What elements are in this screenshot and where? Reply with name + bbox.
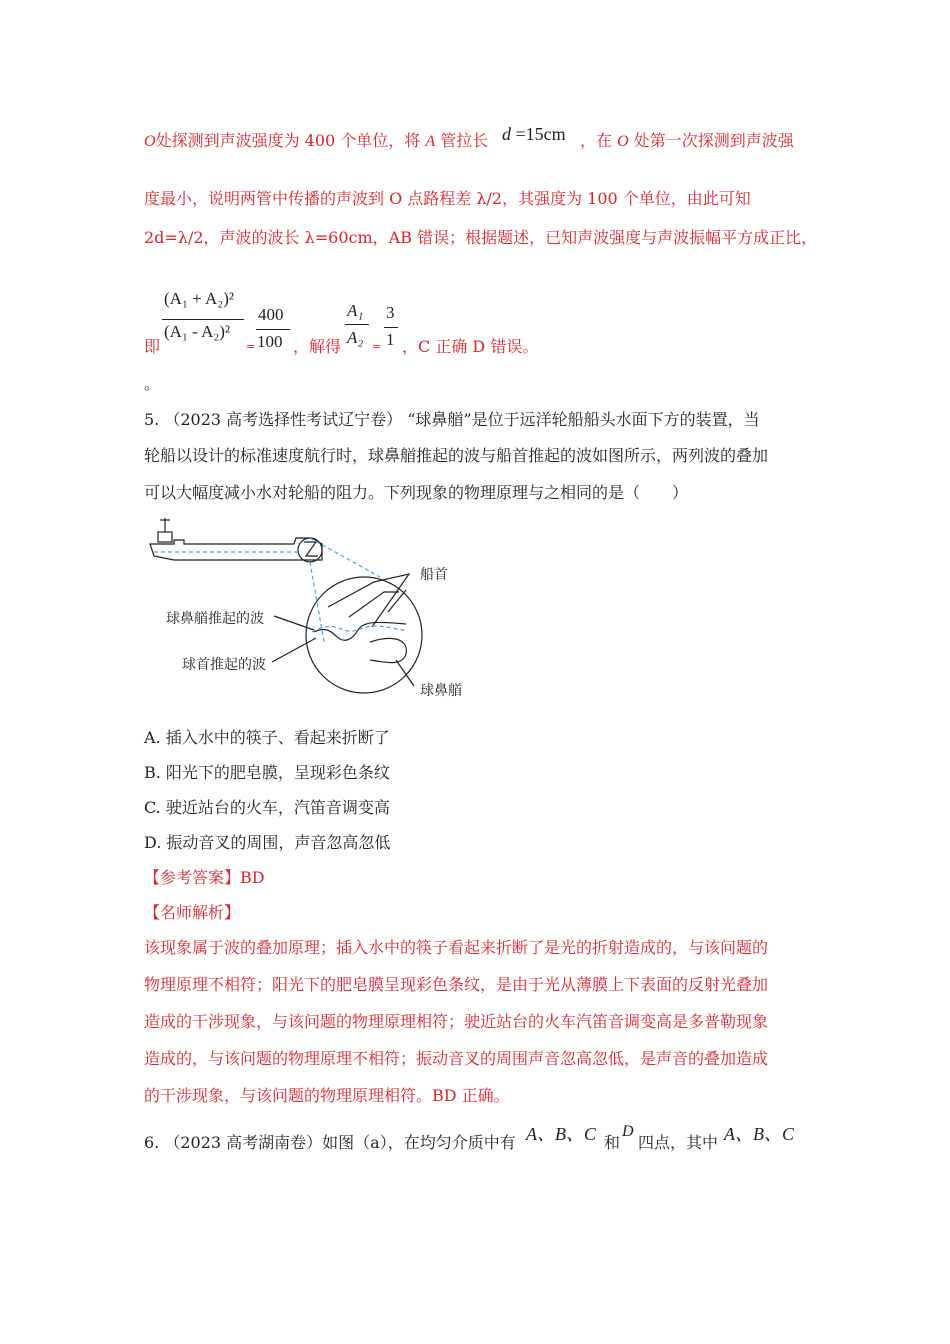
var-O: O	[617, 133, 629, 150]
answer: 【参考答案】BD	[144, 868, 265, 887]
q6-he: 和	[604, 1133, 621, 1152]
frac2-den: 100	[257, 332, 283, 351]
label-bulb: 球鼻艏	[420, 683, 462, 699]
eq-sign-1: =	[246, 340, 256, 353]
eq: =15cm	[511, 124, 566, 144]
q5-line-1: 5. （2023 高考选择性考试辽宁卷） “球鼻艏”是位于远洋轮船船头水面下方的装置，当	[144, 410, 760, 429]
analysis-text-3: 造成的干涉现象，与该问题的物理原理相符；驶近站台的火车汽笛音调变高是多普勒现象	[144, 1012, 769, 1031]
frac4-den: 1	[386, 330, 395, 349]
text: 管拉长	[435, 131, 489, 150]
frac3-bar	[345, 324, 369, 325]
frac4-bar	[384, 327, 398, 328]
frac2-bar	[256, 329, 290, 330]
analysis-line-1b	[580, 131, 794, 152]
bow-wave	[314, 622, 406, 640]
var-O: O	[144, 133, 156, 150]
formula-d	[502, 124, 566, 145]
eq-sign-2: =	[372, 340, 382, 353]
analysis-line-2: 度最小，说明两管中传播的声波到 O 点路程差 λ/2，其强度为 100 个单位，由此可知	[144, 189, 751, 208]
zoom-circle-large	[306, 577, 422, 693]
analysis-text-4: 造成的，与该问题的物理原理不相符；振动音叉的周围声音忽高忽低，是声音的叠加造成	[144, 1049, 769, 1068]
frac1-num: (A₁ + A₂)²	[164, 289, 234, 308]
q6-suffix: 四点，其中	[638, 1133, 719, 1152]
frac1-bar	[162, 319, 244, 320]
bulb-outline	[370, 638, 406, 662]
analysis-line-3: 2d=λ/2，声波的波长 λ=60cm，AB 错误；根据题述，已知声波强度与声波振幅平方成正比，	[144, 228, 818, 247]
var-d: d	[502, 124, 511, 144]
analysis-text-5: 的干涉现象，与该问题的物理原理相符。BD 正确。	[144, 1086, 510, 1105]
ship-hull	[150, 538, 322, 560]
frac1-den: (A₁ - A₂)²	[164, 322, 231, 341]
ship-mast	[158, 532, 172, 542]
q5-line-3: 可以大幅度减小水对轮船的阻力。下列现象的物理原理与之相同的是（ ）	[144, 483, 689, 502]
text: ，在	[580, 131, 618, 150]
conclusion-text: ，C 正确 D 错误。	[402, 337, 539, 356]
analysis-line-1	[144, 131, 488, 152]
frac4-num: 3	[386, 303, 395, 322]
frac3-den: A₂	[347, 328, 364, 347]
option-c: C. 驶近站台的火车，汽笛音调变高	[144, 798, 390, 817]
text: 处第一次探测到声波强	[628, 131, 794, 150]
q6-prefix: 6. （2023 高考湖南卷）如图（a），在均匀介质中有	[144, 1133, 516, 1152]
q5-line-2: 轮船以设计的标准速度航行时，球鼻艏推起的波与船首推起的波如图所示，两列波的叠加	[144, 446, 769, 465]
label-bow: 船首	[420, 567, 448, 583]
option-b: B. 阳光下的肥皂膜，呈现彩色条纹	[144, 763, 390, 782]
option-a: A. 插入水中的筷子、看起来折断了	[144, 728, 390, 747]
analysis-text-2: 物理原理不相符；阳光下的肥皂膜呈现彩色条纹，是由于光从薄膜上下表面的反射光叠加	[144, 975, 769, 994]
option-d: D. 振动音叉的周围，声音忽高忽低	[144, 833, 391, 852]
q6-point-d: D	[622, 1123, 634, 1140]
q6-points-2: A、B、C	[724, 1124, 794, 1144]
frac2-num: 400	[258, 305, 284, 324]
var-A: A	[425, 133, 436, 150]
label-bulb-wave: 球鼻艏推起的波	[166, 611, 264, 627]
label-bow-wave: 球首推起的波	[182, 657, 266, 673]
bulbous-bow-figure	[144, 512, 484, 700]
frac3-num: A₁	[347, 301, 364, 320]
q6-points-1: A、B、C	[526, 1124, 596, 1144]
solve-text: ，解得	[293, 337, 342, 356]
analysis-title: 【名师解析】	[144, 903, 241, 922]
text: 处探测到声波强度为 400 个单位，将	[155, 131, 426, 150]
analysis-text-1: 该现象属于波的叠加原理；插入水中的筷子看起来折断了是光的折射造成的，与该问题的	[144, 938, 769, 957]
ji-label: 即	[144, 337, 161, 356]
stray-period: 。	[144, 374, 161, 393]
leader-bow-wave	[272, 638, 316, 662]
